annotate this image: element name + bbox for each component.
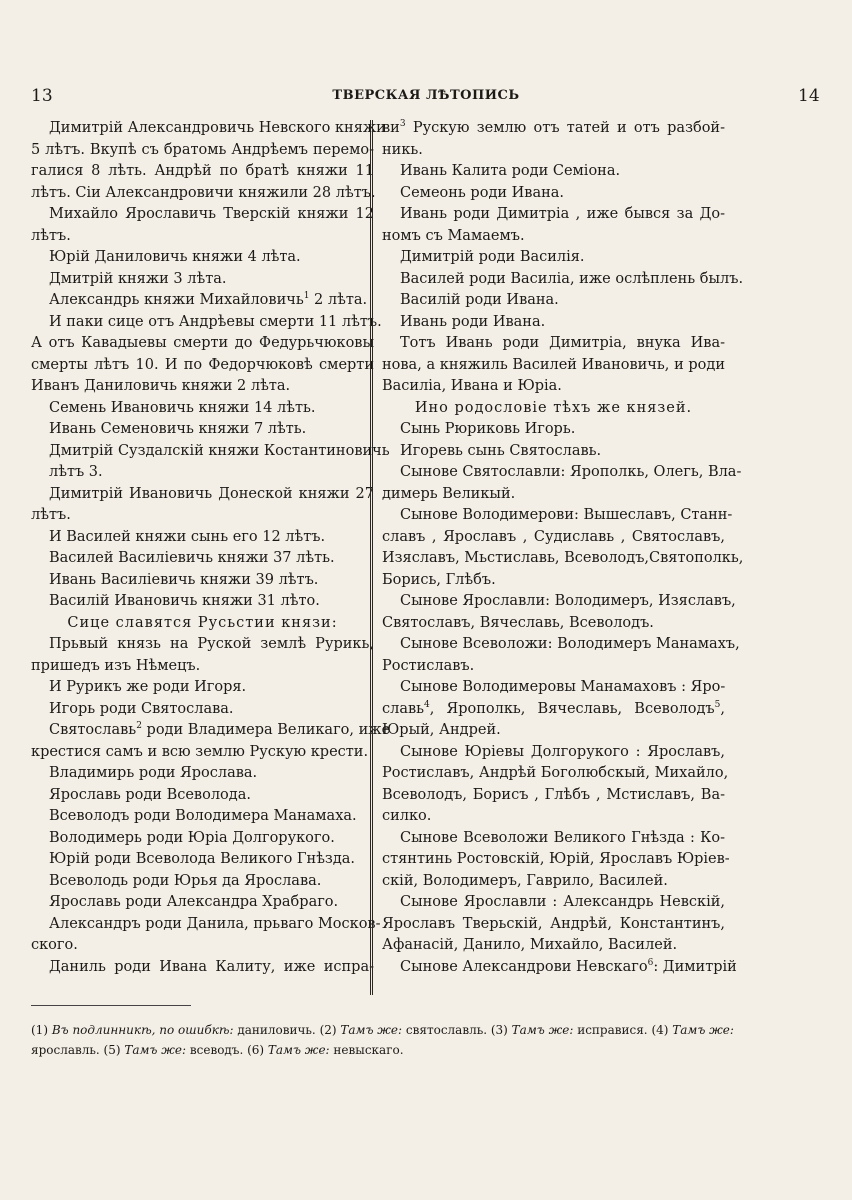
- footnotes: [31, 1020, 821, 1060]
- text-line: Святославъ, Вячеславь, Всеволодъ.: [382, 614, 654, 631]
- text-line: Сынове Ярославли: Володимеръ, Изяславъ,: [400, 593, 736, 609]
- text-line: пришедъ изъ Нѣмецъ.: [31, 657, 201, 674]
- text-line: Ивань Василіевичь княжи 39 лѣтъ.: [49, 571, 319, 588]
- text-line: Сынове Ярославли : Александрь Невскій,: [400, 894, 725, 910]
- right-column: [382, 118, 744, 978]
- text-line: Василей роди Василіа, иже ослѣплень былъ.: [400, 270, 744, 287]
- text-line: Ино родословіе тѣхъ же князей.: [414, 399, 693, 416]
- footnote-source: Тамъ же:: [672, 1023, 734, 1037]
- footnote-source: Тамъ же:: [124, 1043, 187, 1057]
- text-line: Василей Василіевичь княжи 37 лѣть.: [49, 550, 335, 566]
- text-line: лѣтъ. Сіи Александровичи княжили 28 лѣтъ.: [31, 184, 376, 201]
- footnote-marker: 6: [647, 957, 654, 968]
- footnote-divider: [31, 1005, 191, 1006]
- text-line: скій, Володимеръ, Гаврило, Василей.: [382, 872, 668, 889]
- text-line: Ивань роди Ивана.: [400, 313, 546, 330]
- text-line: Михайло Ярославичь Тверскій княжи 12: [49, 206, 374, 222]
- text-line: Владимирь роди Ярослава.: [49, 765, 258, 781]
- text-line: Игорь роди Святослава.: [49, 700, 234, 717]
- left-column: [31, 118, 391, 978]
- text-line: Димитрій Ивановичь Донеской княжи 27: [49, 485, 374, 502]
- text-line: Юрій Даниловичь княжи 4 лѣта.: [49, 249, 301, 265]
- text-line: Ивань Калита роди Семіона.: [400, 163, 621, 179]
- page-number-left: 13: [31, 86, 53, 106]
- text-line: смерты лѣтъ 10. И по Федорчюковѣ смерти: [31, 356, 374, 373]
- text-line: $ви^3$ Рускую землю отъ татей и отъ разбой-: [382, 119, 725, 136]
- text-line: Всеволодъ, Борисъ , Глѣбъ , Мстиславъ, Ва-: [382, 786, 725, 803]
- footnote-source: Въ подлинникѣ, по ошибкѣ:: [51, 1023, 234, 1037]
- footnote-source: Тамъ же:: [267, 1043, 330, 1057]
- text-line: Ростиславъ.: [382, 657, 475, 674]
- text-line: И Рурикъ же роди Игоря.: [49, 679, 247, 695]
- footnote-marker: 1: [303, 291, 310, 302]
- text-line: Димитрій Александровичь Невского княжи: [49, 120, 386, 136]
- text-line: Юрый, Андрей.: [382, 722, 501, 738]
- text-line: Сынове Юріевы Долгорукого : Ярославъ,: [400, 743, 725, 760]
- text-line: Афанасій, Данило, Михайло, Василей.: [382, 937, 678, 953]
- text-line: галися 8 лѣть. Андрѣй по братѣ княжи 11: [31, 163, 374, 179]
- text-line: Димитрій роди Василія.: [400, 249, 585, 265]
- text-line: Иванъ Даниловичь княжи 2 лѣта.: [31, 378, 291, 394]
- text-line: Тотъ Ивань роди Димитріа, внука Ива-: [400, 335, 725, 351]
- footnote-source: Тамъ же:: [340, 1023, 403, 1037]
- text-line: лѣтъ.: [31, 227, 71, 244]
- text-line: Александръ роди Данила, прьваго Москов-: [49, 915, 381, 932]
- text-line: Сынове Александрови Невскаго$^6$: Димитрій: [400, 957, 737, 975]
- text-line: Ивань роди Димитріа , иже бывся за До-: [400, 206, 725, 222]
- text-line: Ярославь роди Александра Храбраго.: [49, 894, 339, 910]
- text-line: славь$^4$, Ярополкь, Вячеславь, Всеволодъ$^5$,: [382, 699, 725, 717]
- text-line: никь.: [382, 141, 423, 158]
- text-line: Юрій роди Всеволода Великого Гнѣзда.: [49, 851, 356, 867]
- text-line: Прьвый князь на Руской землѣ Рурикь,: [49, 636, 374, 652]
- text-line: Сице славятся Русьстии князи:: [67, 614, 338, 631]
- footnote-line: (1) Въ подлинникѣ, по ошибкѣ: даниловичь. (2) Тамъ же: святославль. (3) Тамъ же: исправися. (4) Тамъ же:: [31, 1023, 734, 1037]
- text-line: Даниль роди Ивана Калиту, иже испра-: [49, 958, 374, 975]
- text-line: Сынове Всеволожи: Володимеръ Манамахъ,: [400, 636, 740, 652]
- text-line: силко.: [382, 808, 432, 824]
- text-line: Семень Ивановичь княжи 14 лѣть.: [49, 399, 316, 416]
- text-line: лѣтъ 3.: [49, 464, 103, 480]
- text-line: Ростиславъ, Андрѣй Боголюбскый, Михайло,: [382, 765, 729, 781]
- text-line: лѣтъ.: [31, 507, 71, 523]
- text-line: А отъ Кавадыевы смерти до Федурьчюковы: [31, 335, 374, 351]
- text-line: Сынове Святославли: Ярополкь, Олегь, Вла-: [400, 464, 742, 480]
- text-line: Борись, Глѣбъ.: [382, 571, 496, 588]
- page-title: ТВЕРСКАЯ ЛѢТОПИСЬ: [332, 88, 520, 103]
- text-line: Василій роди Ивана.: [400, 292, 559, 308]
- text-line: Святославь$^2$ роди Владимера Великаго, иже: [49, 721, 391, 738]
- text-line: нова, а княжиль Василей Ивановичь, и роди: [382, 356, 725, 373]
- text-line: Всеволодъ роди Володимера Манамаха.: [49, 808, 357, 824]
- text-line: стянтинь Ростовскій, Юрій, Ярославъ Юріев-: [382, 851, 730, 867]
- text-line: Василій Ивановичь княжи 31 лѣто.: [49, 593, 320, 609]
- text-line: Володимерь роди Юріа Долгорукого.: [49, 829, 335, 846]
- text-line: Дмитрій княжи 3 лѣта.: [49, 270, 227, 287]
- text-line: И Василей княжи сынь его 12 лѣтъ.: [49, 528, 326, 545]
- text-line: ского.: [31, 937, 78, 953]
- text-line: Игоревь сынь Святославь.: [400, 442, 602, 459]
- text-line: 5 лѣтъ. Вкупѣ съ братомь Андрѣемъ перемо-: [31, 141, 374, 158]
- footnote-marker: 4: [424, 699, 430, 710]
- text-line: номъ съ Мамаемъ.: [382, 227, 525, 244]
- footnote-line: ярославль. (5) Тамъ же: всеводъ. (6) Тамъ же: невыскаго.: [31, 1043, 404, 1057]
- page-number-right: 14: [798, 86, 820, 106]
- text-line: димерь Великый.: [382, 485, 516, 502]
- footnote-source: Тамъ же:: [511, 1023, 574, 1037]
- text-line: Ярославъ Тверьскій, Андрѣй, Константинъ,: [382, 915, 725, 932]
- text-line: Изяславъ, Мьстиславь, Всеволодъ,Святополкь,: [382, 550, 744, 566]
- text-line: И паки сице отъ Андрѣевы смерти 11 лѣтъ.: [49, 313, 382, 330]
- text-line: Семеонь роди Ивана.: [400, 184, 565, 201]
- text-line: крестися самъ и всю землю Рускую крести.: [31, 743, 369, 760]
- footnote-marker: 2: [136, 721, 142, 732]
- text-line: Василіа, Ивана и Юріа.: [382, 378, 562, 394]
- text-line: Сынове Всеволожи Великого Гнѣзда : Ко-: [400, 829, 725, 846]
- text-line: Дмитрій Суздалскій княжи Костантиновичь: [49, 442, 390, 459]
- text-line: Всеволодь роди Юрья да Ярослава.: [49, 872, 322, 889]
- text-line: Ярославь роди Всеволода.: [49, 786, 251, 803]
- text-line: Ивань Семеновичь княжи 7 лѣть.: [49, 421, 307, 437]
- text-line: славъ , Ярославъ , Судиславь , Святославъ,: [382, 528, 725, 545]
- column-divider: [370, 120, 373, 995]
- text-line: Сынове Володимеровы Манамаховъ : Яро-: [400, 679, 726, 695]
- text-line: Александрь княжи Михайловичь$^1$ 2 лѣта.: [49, 291, 368, 308]
- text-line: Сынь Рюриковь Игорь.: [400, 421, 576, 437]
- text-line: Сынове Володимерови: Вышеславъ, Станн-: [400, 507, 733, 523]
- footnote-marker: 5: [714, 699, 721, 710]
- footnote-marker: 3: [399, 119, 406, 130]
